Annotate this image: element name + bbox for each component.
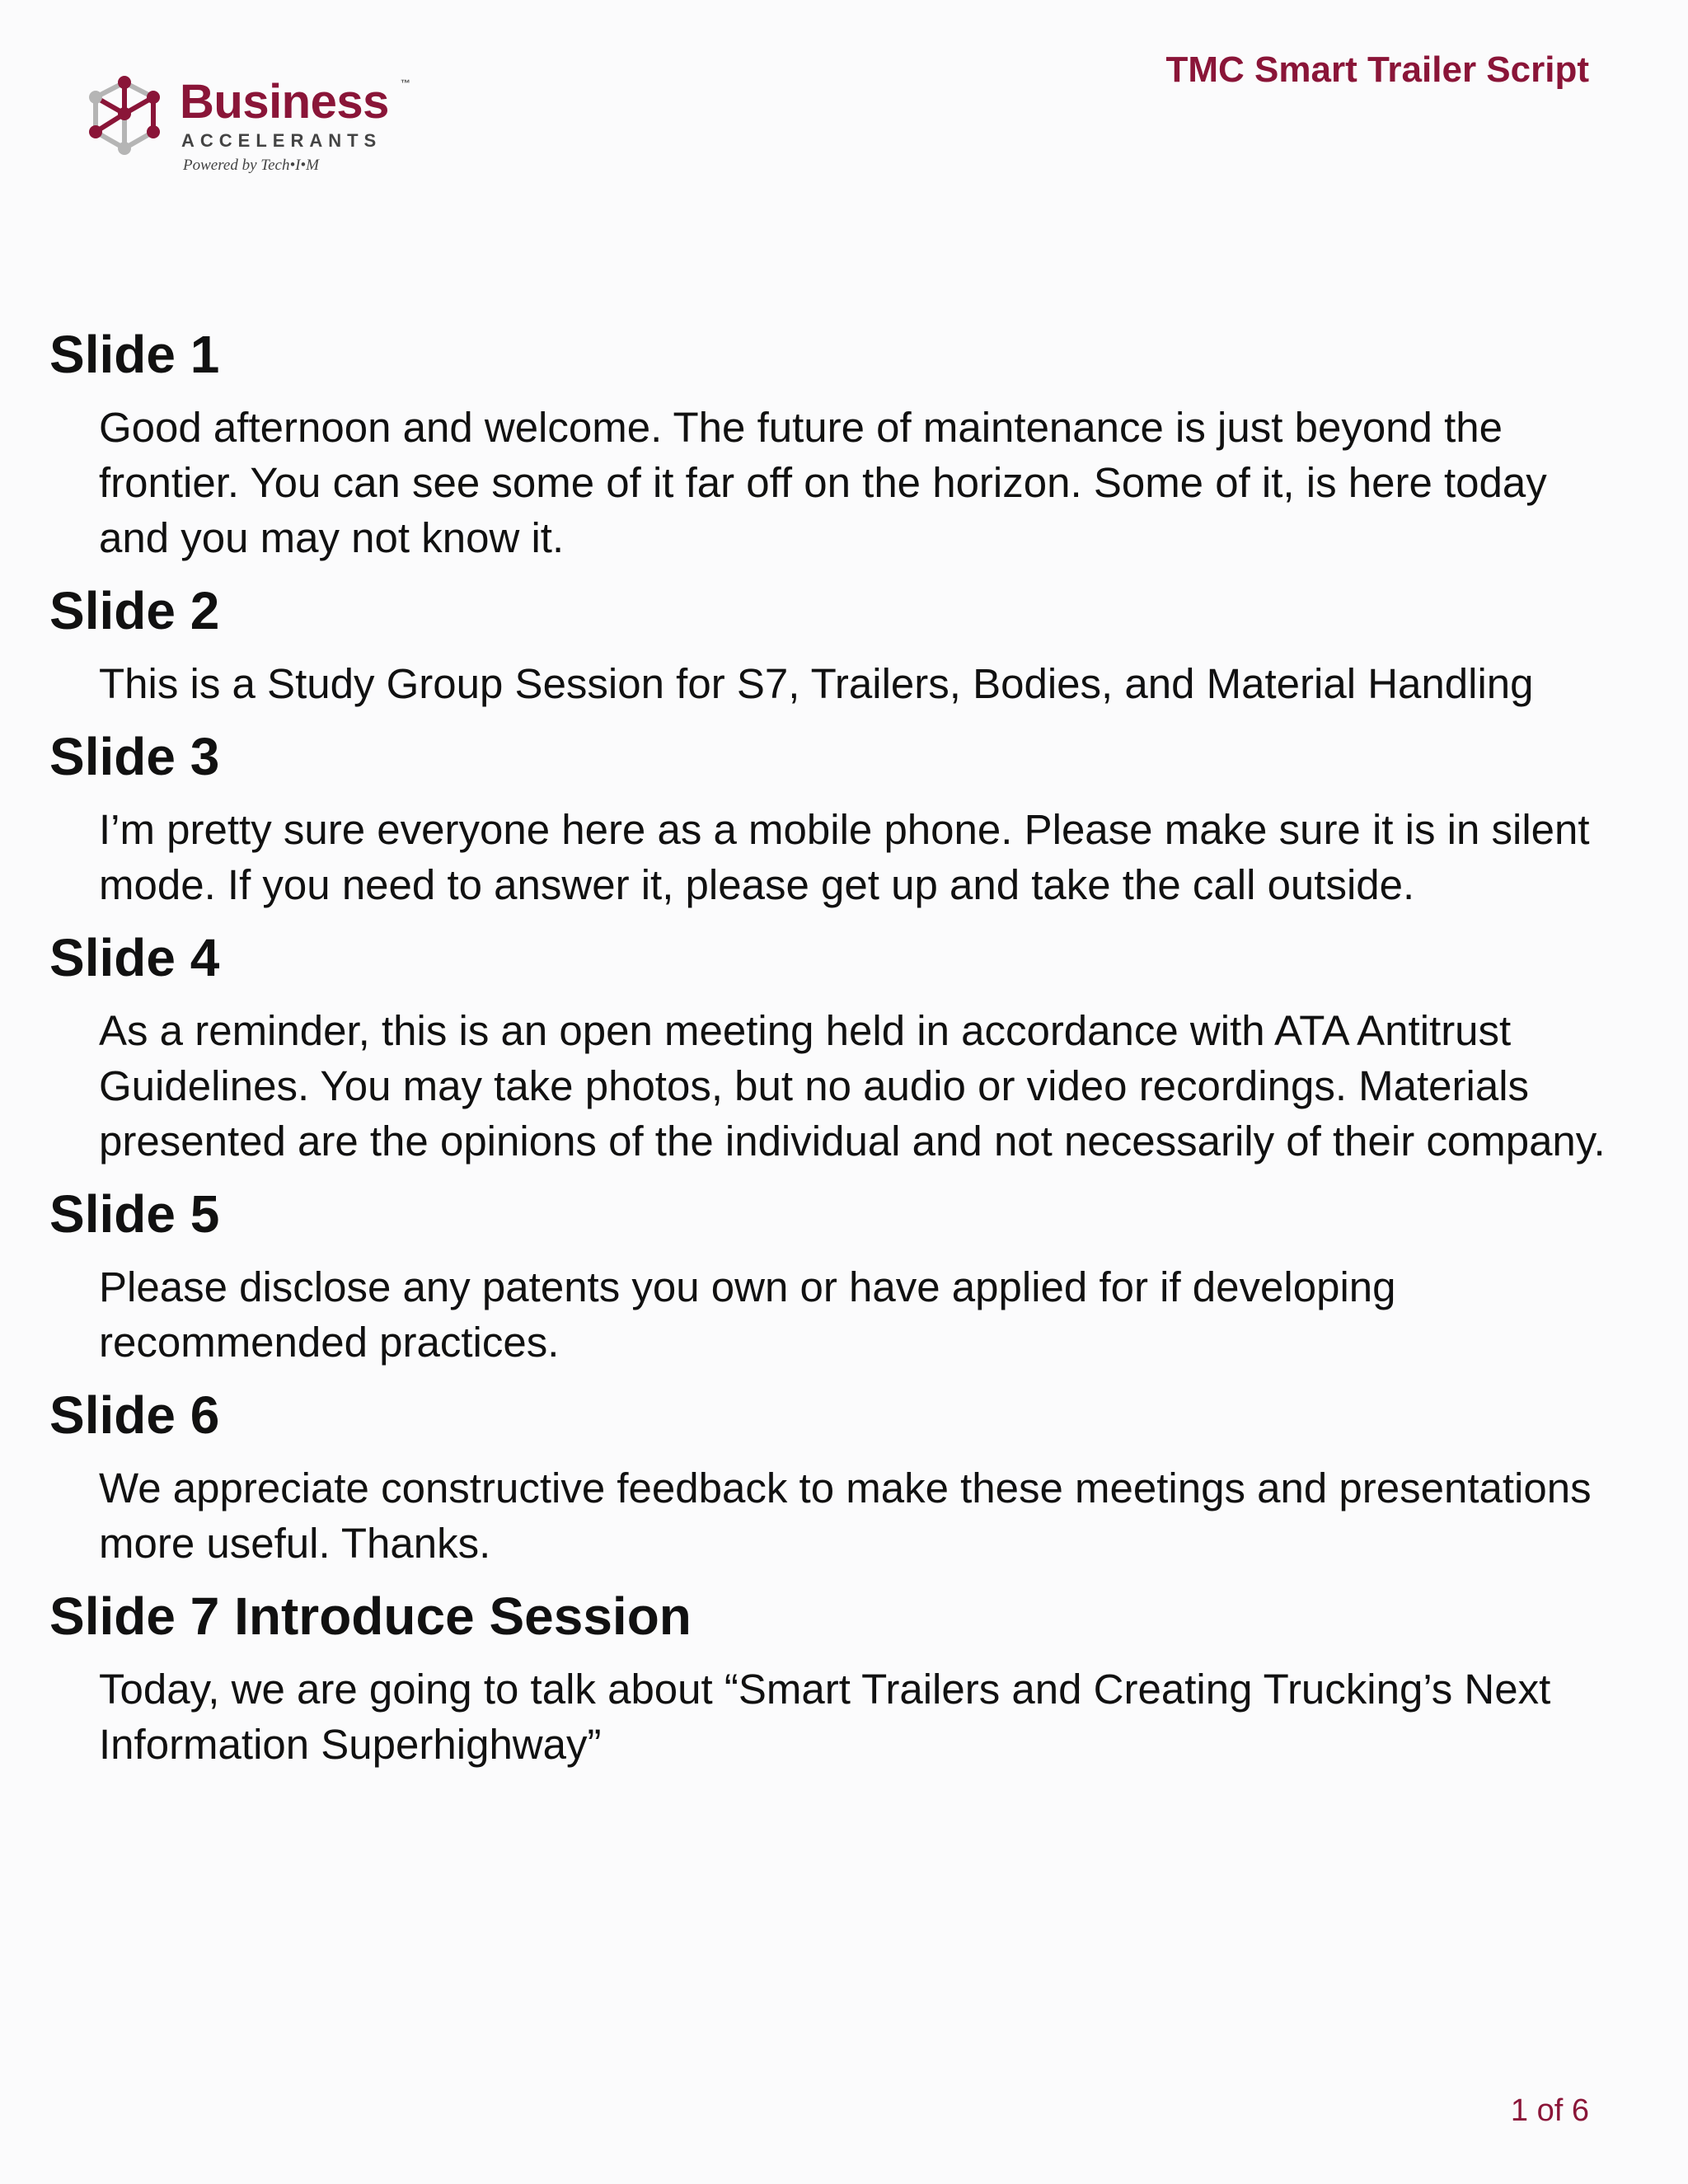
slide-heading: Slide 1 — [49, 325, 220, 384]
network-cube-icon — [79, 73, 170, 163]
slide-section — [49, 1177, 1582, 1370]
slide-section — [49, 719, 1590, 912]
slide-text: As a reminder, this is an open meeting held in accordance with ATA Antitrust Guidelines. You may take photos, but no audio or video recordings. Materials presented are the opinions of the individual and not necessarily of their company. — [99, 1007, 1606, 1165]
slide-text: Please disclose any patents you own or have applied for if developing recommended practices. — [99, 1263, 1396, 1366]
slide-heading: Slide 5 — [49, 1184, 220, 1244]
slide-text: Good afternoon and welcome. The future of maintenance is just beyond the frontier. You can see some of it far off on the horizon. Some of it, is here today and you may not know it. — [99, 404, 1547, 561]
document-title: TMC Smart Trailer Script — [1165, 49, 1589, 90]
slide-section — [49, 317, 1582, 565]
logo-brand-text: Business — [180, 75, 389, 129]
slide-text: This is a Study Group Session for S7, Trailers, Bodies, and Material Handling — [99, 660, 1534, 707]
slide-heading: Slide 3 — [49, 727, 220, 786]
page-number: 1 of 6 — [1510, 2093, 1589, 2128]
slide-section — [49, 574, 1582, 711]
slide-heading: Slide 2 — [49, 581, 220, 640]
logo-powered-by: Powered by Tech•I•M — [183, 157, 319, 174]
slide-heading: Slide 7 Introduce Session — [49, 1586, 692, 1646]
script-content — [49, 317, 1606, 1780]
slide-text: Today, we are going to talk about “Smart Trailers and Creating Trucking’s Next Information Superhighway” — [99, 1666, 1551, 1768]
slide-text: We appreciate constructive feedback to make these meetings and presentations more useful. Thanks. — [99, 1465, 1592, 1567]
slide-section — [49, 1378, 1592, 1571]
slide-heading: Slide 4 — [49, 928, 220, 987]
logo-subtitle: ACCELERANTS — [181, 130, 382, 151]
slide-text: I’m pretty sure everyone here as a mobile phone. Please make sure it is in silent mode. If you need to answer it, please get up and take the call outside. — [99, 806, 1590, 908]
slide-heading: Slide 6 — [49, 1385, 220, 1445]
company-logo — [79, 73, 425, 180]
logo-trademark: ™ — [401, 77, 410, 89]
slide-section — [49, 1579, 1582, 1772]
slide-section — [49, 921, 1606, 1169]
